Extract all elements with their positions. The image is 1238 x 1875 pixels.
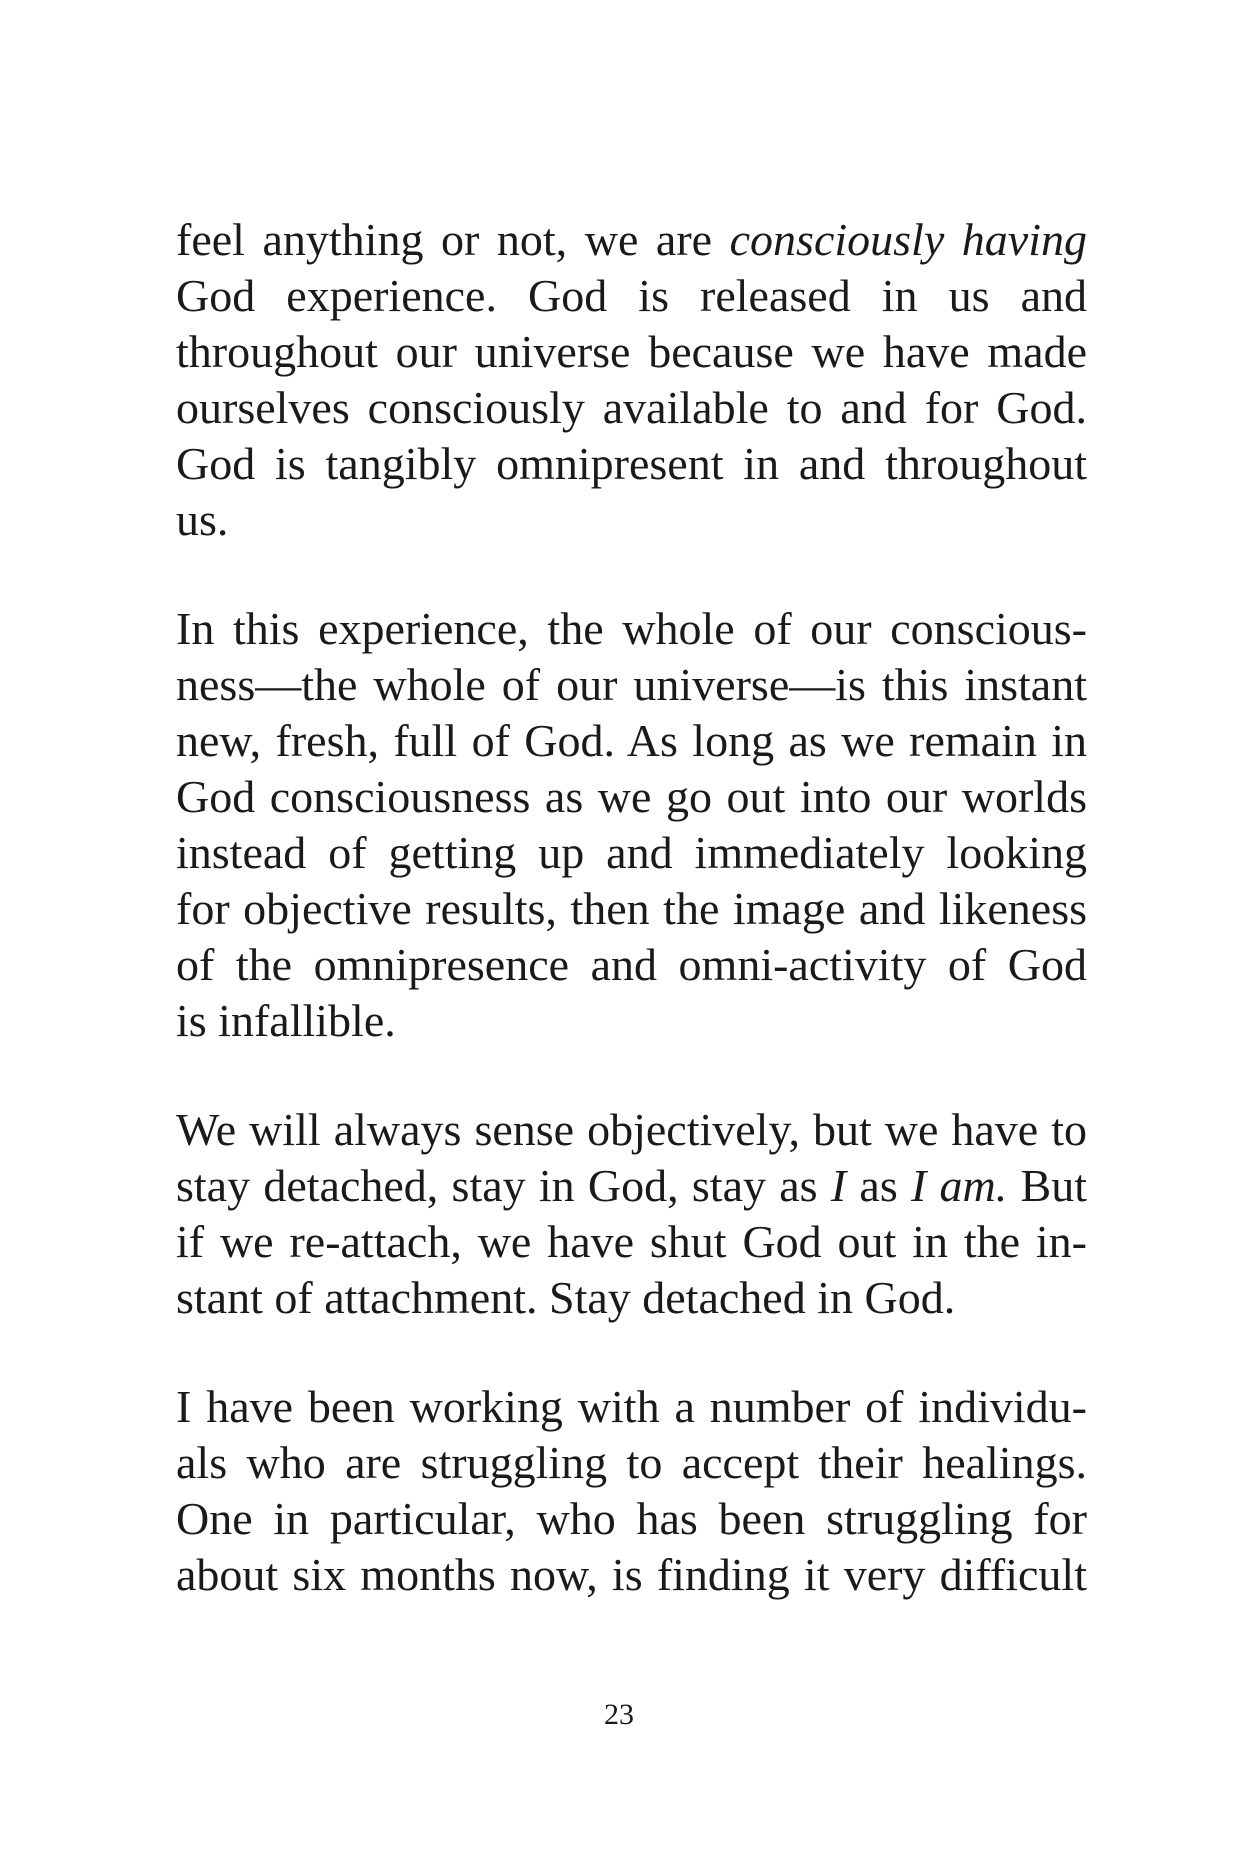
text-line: [176, 881, 1087, 937]
text-segment: In this experience, the whole of our conscious-: [176, 603, 1087, 654]
text-line: [176, 492, 1087, 548]
text-segment: as: [846, 1160, 911, 1211]
paragraph: [176, 1102, 1087, 1326]
text-segment: I have been working with a number of individu-: [176, 1381, 1087, 1432]
text-segment: throughout our universe because we have made: [176, 326, 1087, 377]
text-line: [176, 324, 1087, 380]
text-segment: of the omnipresence and omni-activity of God: [176, 939, 1087, 990]
text-line: [176, 1102, 1087, 1158]
text-line: [176, 212, 1087, 268]
text-segment: ness—the whole of our universe—is this instant: [176, 659, 1087, 710]
paragraph: [176, 601, 1087, 1049]
text-line: [176, 993, 1087, 1049]
text-segment: ourselves consciously available to and for God.: [176, 382, 1087, 433]
italic-text: I: [830, 1160, 847, 1211]
text-line: [176, 713, 1087, 769]
text-line: [176, 1491, 1087, 1547]
text-segment: God is tangibly omnipresent in and throughout: [176, 438, 1087, 489]
text-segment: new, fresh, full of God. As long as we remain in: [176, 715, 1087, 766]
italic-text: consciously having: [729, 214, 1087, 265]
text-segment: feel anything or not, we are: [176, 214, 730, 265]
text-line: [176, 657, 1087, 713]
text-line: [176, 937, 1087, 993]
text-segment: about six months now, is finding it very difficult: [176, 1549, 1087, 1600]
text-line: [176, 601, 1087, 657]
text-line: [176, 1435, 1087, 1491]
text-segment: We will always sense objectively, but we have to: [176, 1104, 1087, 1155]
text-line: [176, 769, 1087, 825]
text-segment: God experience. God is released in us and: [176, 270, 1087, 321]
text-segment: instead of getting up and immediately looking: [176, 827, 1087, 878]
text-line: [176, 1214, 1087, 1270]
text-line: [176, 380, 1087, 436]
body-text: [176, 212, 1087, 1603]
text-line: [176, 1158, 1087, 1214]
text-segment: us.: [176, 494, 229, 545]
text-segment: One in particular, who has been struggling for: [176, 1493, 1087, 1544]
text-segment: is infallible.: [176, 995, 396, 1046]
page-number: 23: [604, 1698, 634, 1731]
text-segment: if we re-attach, we have shut God out in the in-: [176, 1216, 1087, 1267]
paragraph: [176, 212, 1087, 548]
text-segment: als who are struggling to accept their healings.: [176, 1437, 1087, 1488]
text-line: [176, 825, 1087, 881]
text-line: [176, 1379, 1087, 1435]
text-line: [176, 1270, 1087, 1326]
text-segment: God consciousness as we go out into our worlds: [176, 771, 1087, 822]
text-line: [176, 436, 1087, 492]
paragraph: [176, 1379, 1087, 1603]
text-segment: for objective results, then the image and likeness: [176, 883, 1087, 934]
text-segment: stant of attachment. Stay detached in God.: [176, 1272, 956, 1323]
text-line: [176, 1547, 1087, 1603]
text-segment: stay detached, stay in God, stay as: [176, 1160, 831, 1211]
text-segment: But: [1007, 1160, 1087, 1211]
italic-text: I am.: [910, 1160, 1008, 1211]
text-line: [176, 268, 1087, 324]
